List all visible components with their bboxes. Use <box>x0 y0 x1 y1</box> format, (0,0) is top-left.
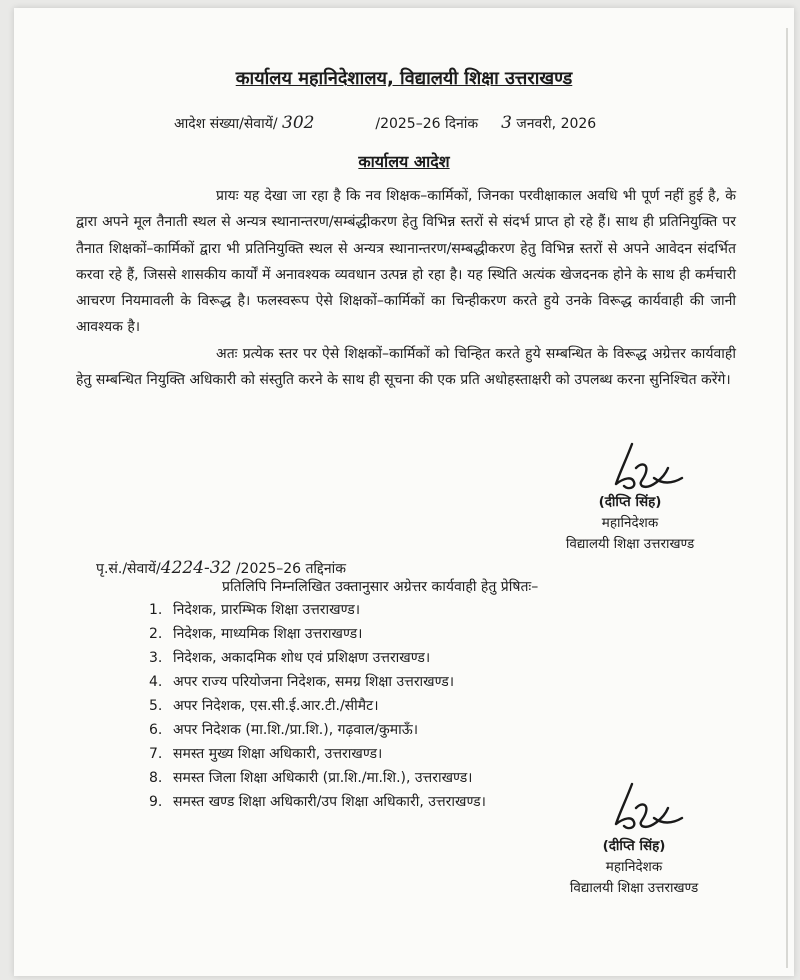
signature-2-office: विद्यालयी शिक्षा उत्तराखण्ड <box>569 880 699 896</box>
order-day: 3 <box>501 113 512 133</box>
signature-2-image <box>602 778 692 836</box>
paragraph-2: अतः प्रत्येक स्तर पर ऐसे शिक्षकों–कार्मिकों को चिन्हित करते हुये सम्बन्धित के विरूद्ध अग्रेत्तर कार्यवाही हेतु सम्बन्धित नियुक्ति अधिकारी को संस्तुति करने के साथ ही सूचना की एक प्रति अधोहस्ताक्षरी को उपलब्ध करना सुनिश्चित करेंगे। <box>76 345 736 389</box>
signature-1-office: विद्यालयी शिक्षा उत्तराखण्ड <box>565 536 695 552</box>
copy-intro: प्रतिलिपि निम्नलिखित उक्तानुसार अग्रेत्तर कार्यवाही हेतु प्रेषितः– <box>222 579 539 595</box>
list-item: 2. निदेशक, माध्यमिक शिक्षा उत्तराखण्ड। <box>149 626 363 642</box>
order-year: /2025–26 दिनांक <box>375 116 479 132</box>
list-item: 3. निदेशक, अकादमिक शोध एवं प्रशिक्षण उत्तराखण्ड। <box>149 650 431 666</box>
document-page <box>14 8 794 976</box>
order-month-year: जनवरी, 2026 <box>516 116 597 132</box>
order-body <box>76 183 736 393</box>
signature-1-name: (दीप्ति सिंह) <box>598 494 662 510</box>
order-heading: कार्यालय आदेश <box>358 152 450 171</box>
signature-2-designation: महानिदेशक <box>605 859 663 875</box>
office-title: कार्यालय महानिदेशालय, विद्यालयी शिक्षा उत्तराखण्ड <box>235 68 573 89</box>
paragraph-1: प्रायः यह देखा जा रहा है कि नव शिक्षक–कार्मिकों, जिनका परवीक्षाकाल अवधि भी पूर्ण नहीं हुई है, के द्वारा अपने मूल तैनाती स्थल से अन्यत्र स्थानान्तरण/सम्बंद्धीकरण हेतु विभिन्न स्तरों से संदर्भ प्राप्त हो रहे हैं। साथ ही प्रतिनियुक्ति पर तैनात शिक्षकों–कार्मिकों द्वारा भी प्रतिनियुक्ति स्थल से अन्यत्र स्थानान्तरण/सम्बद्धीकरण हेतु विभिन्न स्तरों से अपने आवेदन संदर्भित करवा रहे हैं, जिससे शासकीय कार्यों में अनावश्यक व्यवधान उत्पन्न हो रहा है। यह स्थिति अत्यंक खेजदनक होने के साथ ही कर्मचारी आचरण नियमावली के विरूद्ध है। फलस्वरूप ऐसे शिक्षकों–कार्मिकों का चिन्हीकरण करते हुये उनके विरूद्ध कार्यवाही की जानी आवश्यक है। <box>76 188 736 336</box>
signature-2-block <box>534 836 734 899</box>
list-item: 5. अपर निदेशक, एस.सी.ई.आर.टी./सीमैट। <box>149 698 379 714</box>
ps-prefix: पृ.सं./सेवायें/ <box>96 561 161 577</box>
list-item: 7. समस्त मुख्य शिक्षा अधिकारी, उत्तराखण्ड। <box>149 746 383 762</box>
list-item: 6. अपर निदेशक (मा.शि./प्रा.शि.), गढ़वाल/कुमाऊँ। <box>149 722 419 738</box>
ps-number: 4224-32 <box>160 558 232 578</box>
signature-1-designation: महानिदेशक <box>601 515 659 531</box>
signature-1-image <box>602 438 692 496</box>
list-item: 1. निदेशक, प्रारम्भिक शिक्षा उत्तराखण्ड। <box>149 602 361 618</box>
order-number-line <box>174 113 596 133</box>
signature-1-block <box>530 492 730 555</box>
list-item: 8. समस्त जिला शिक्षा अधिकारी (प्रा.शि./मा.शि.), उत्तराखण्ड। <box>149 770 473 786</box>
order-prefix: आदेश संख्या/सेवायें/ <box>174 116 278 132</box>
list-item: 4. अपर राज्य परियोजना निदेशक, समग्र शिक्षा उत्तराखण्ड। <box>149 674 455 690</box>
copy-reference-line <box>96 558 346 578</box>
ps-suffix: /2025–26 तद्दिनांक <box>235 561 346 577</box>
recipient-list <box>149 598 486 814</box>
order-number: 302 <box>282 113 315 133</box>
signature-2-name: (दीप्ति सिंह) <box>602 838 666 854</box>
list-item: 9. समस्त खण्ड शिक्षा अधिकारी/उप शिक्षा अधिकारी, उत्तराखण्ड। <box>149 794 486 810</box>
